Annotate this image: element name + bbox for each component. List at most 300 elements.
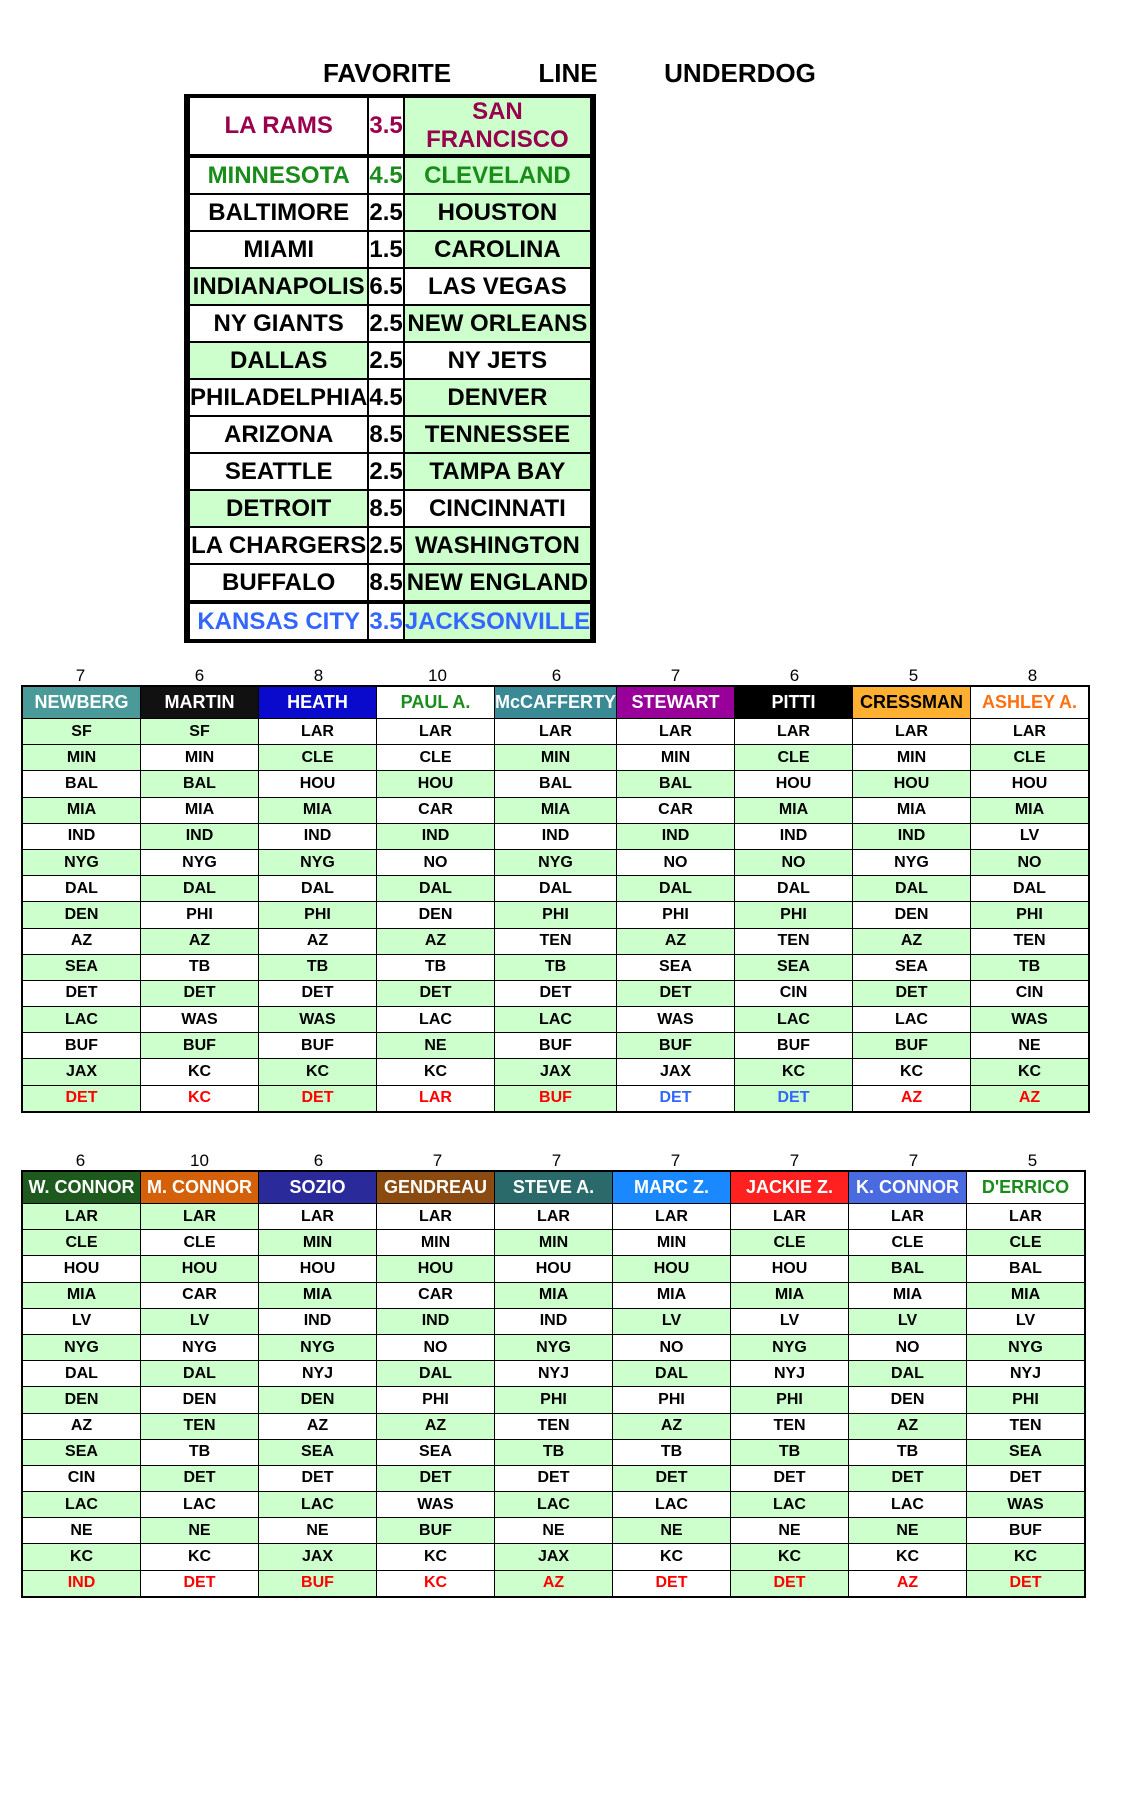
pick-cell: NYG	[495, 849, 617, 875]
pick-cell: TB	[613, 1439, 731, 1465]
pick-cell: MIN	[259, 1230, 377, 1256]
lines-table	[184, 94, 596, 643]
pick-cell: MIN	[377, 1230, 495, 1256]
pick-cell: JAX	[495, 1544, 613, 1570]
underdog-team: TAMPA BAY	[404, 453, 591, 490]
pick-cell: PHI	[377, 1387, 495, 1413]
pick-cell: DAL	[141, 876, 259, 902]
pick-cell: HOU	[613, 1256, 731, 1282]
pick-cell: LAC	[22, 1492, 141, 1518]
underdog-pick-box[interactable]	[591, 342, 594, 379]
pick-cell: NYG	[141, 849, 259, 875]
player-score: 7	[670, 1151, 681, 1170]
player-name: JACKIE Z.	[731, 1171, 849, 1204]
pick-sheet-table	[21, 685, 1090, 1113]
pick-cell: MIN	[141, 745, 259, 771]
pick-cell: AZ	[617, 928, 735, 954]
pick-cell: KC	[967, 1544, 1086, 1570]
pick-cell: BUF	[853, 1033, 971, 1059]
pick-cell: BAL	[495, 771, 617, 797]
pick-cell: AZ	[853, 928, 971, 954]
pick-row	[22, 1334, 1085, 1360]
pick-cell: WAS	[971, 1007, 1090, 1033]
pick-cell: MIN	[22, 745, 141, 771]
pick-cell: DET	[495, 980, 617, 1006]
player-name: D'ERRICO	[967, 1171, 1086, 1204]
pick-cell: TEN	[971, 928, 1090, 954]
underdog-team: DENVER	[404, 379, 591, 416]
game-row	[186, 564, 594, 602]
tiebreaker-cell: DET	[613, 1570, 731, 1597]
pick-cell: MIA	[967, 1282, 1086, 1308]
pick-cell: NYG	[141, 1334, 259, 1360]
pick-cell: CLE	[22, 1230, 141, 1256]
player-name: CRESSMAN	[853, 686, 971, 719]
pick-cell: CLE	[849, 1230, 967, 1256]
game-row	[186, 268, 594, 305]
pick-cell: DEN	[141, 1387, 259, 1413]
pick-cell: PHI	[495, 1387, 613, 1413]
pick-cell: NYG	[259, 849, 377, 875]
pick-cell: HOU	[735, 771, 853, 797]
game-row	[186, 453, 594, 490]
pick-row	[22, 1033, 1089, 1059]
pick-cell: HOU	[22, 1256, 141, 1282]
pick-cell: BUF	[735, 1033, 853, 1059]
pick-cell: MIN	[495, 745, 617, 771]
pick-cell: DAL	[849, 1361, 967, 1387]
pick-row	[22, 1361, 1085, 1387]
pick-row	[22, 797, 1089, 823]
pick-cell: KC	[377, 1544, 495, 1570]
pick-row	[22, 1282, 1085, 1308]
pick-cell: TB	[141, 954, 259, 980]
point-spread: 6.5	[368, 268, 403, 305]
pick-cell: LV	[22, 1308, 141, 1334]
pick-cell: LAC	[22, 1007, 141, 1033]
pick-cell: AZ	[22, 928, 141, 954]
favorite-team: LA CHARGERS	[189, 527, 368, 564]
pick-cell: CLE	[259, 745, 377, 771]
pick-cell: CAR	[617, 797, 735, 823]
pick-cell: AZ	[22, 1413, 141, 1439]
pick-cell: DET	[377, 1465, 495, 1491]
underdog-team: LAS VEGAS	[404, 268, 591, 305]
pick-cell: NYG	[22, 1334, 141, 1360]
pick-cell: PHI	[731, 1387, 849, 1413]
pick-cell: JAX	[617, 1059, 735, 1085]
player-score: 5	[1027, 1151, 1038, 1170]
pick-cell: WAS	[617, 1007, 735, 1033]
tiebreaker-cell: LAR	[377, 1085, 495, 1112]
pick-cell: MIA	[735, 797, 853, 823]
game-row	[186, 379, 594, 416]
pick-cell: HOU	[731, 1256, 849, 1282]
player-name: PAUL A.	[377, 686, 495, 719]
underdog-team: NEW ORLEANS	[404, 305, 591, 342]
underdog-pick-box[interactable]	[591, 416, 594, 453]
pick-cell: AZ	[849, 1413, 967, 1439]
pick-cell: NE	[495, 1518, 613, 1544]
pick-cell: NO	[613, 1334, 731, 1360]
pick-cell: CAR	[377, 1282, 495, 1308]
pick-cell: DEN	[853, 902, 971, 928]
player-name: K. CONNOR	[849, 1171, 967, 1204]
pick-cell: TB	[259, 954, 377, 980]
pick-cell: AZ	[259, 928, 377, 954]
pick-cell: NE	[849, 1518, 967, 1544]
underdog-team: CLEVELAND	[404, 156, 591, 194]
pick-cell: DAL	[141, 1361, 259, 1387]
pick-cell: DET	[259, 980, 377, 1006]
player-name: GENDREAU	[377, 1171, 495, 1204]
pick-row	[22, 928, 1089, 954]
pick-cell: LAC	[731, 1492, 849, 1518]
point-spread: 8.5	[368, 564, 403, 602]
pick-cell: MIN	[613, 1230, 731, 1256]
pick-cell: LV	[849, 1308, 967, 1334]
pick-cell: MIA	[495, 797, 617, 823]
pick-cell: LAR	[259, 1204, 377, 1230]
pick-row	[22, 1007, 1089, 1033]
pick-cell: CLE	[735, 745, 853, 771]
pick-cell: KC	[141, 1544, 259, 1570]
underdog-pick-box[interactable]	[591, 453, 594, 490]
tiebreaker-row	[22, 1570, 1085, 1597]
pick-cell: NYG	[731, 1334, 849, 1360]
game-row	[186, 156, 594, 194]
pick-cell: WAS	[967, 1492, 1086, 1518]
point-spread: 4.5	[368, 379, 403, 416]
pick-cell: KC	[613, 1544, 731, 1570]
underdog-pick-box[interactable]	[591, 527, 594, 564]
player-name: MARC Z.	[613, 1171, 731, 1204]
pick-cell: PHI	[613, 1387, 731, 1413]
pick-cell: LV	[971, 823, 1090, 849]
pick-cell: PHI	[617, 902, 735, 928]
pick-cell: IND	[735, 823, 853, 849]
pick-cell: IND	[853, 823, 971, 849]
pick-row	[22, 745, 1089, 771]
player-name: HEATH	[259, 686, 377, 719]
pick-cell: MIN	[617, 745, 735, 771]
point-spread: 2.5	[368, 194, 403, 231]
pick-cell: BUF	[22, 1033, 141, 1059]
pick-cell: NYJ	[967, 1361, 1086, 1387]
underdog-pick-box[interactable]	[591, 564, 594, 602]
pick-cell: BAL	[849, 1256, 967, 1282]
pick-cell: SEA	[617, 954, 735, 980]
pick-cell: IND	[617, 823, 735, 849]
pick-cell: TEN	[731, 1413, 849, 1439]
player-score: 7	[551, 1151, 562, 1170]
pick-cell: NO	[377, 1334, 495, 1360]
pick-cell: HOU	[141, 1256, 259, 1282]
player-name: SOZIO	[259, 1171, 377, 1204]
pick-cell: SEA	[967, 1439, 1086, 1465]
player-score: 7	[908, 1151, 919, 1170]
pick-cell: BUF	[377, 1518, 495, 1544]
pick-row	[22, 849, 1089, 875]
pick-cell: WAS	[259, 1007, 377, 1033]
pick-row	[22, 1518, 1085, 1544]
pick-cell: KC	[259, 1059, 377, 1085]
pick-cell: IND	[259, 823, 377, 849]
pick-cell: CLE	[967, 1230, 1086, 1256]
point-spread: 2.5	[368, 527, 403, 564]
tiebreaker-cell: DET	[967, 1570, 1086, 1597]
pick-cell: LAR	[495, 719, 617, 745]
favorite-team: LA RAMS	[189, 96, 368, 156]
underdog-pick-box[interactable]	[591, 379, 594, 416]
pick-cell: NO	[377, 849, 495, 875]
pick-cell: NYJ	[495, 1361, 613, 1387]
underdog-pick-box[interactable]	[591, 490, 594, 527]
pick-row	[22, 1204, 1085, 1230]
underdog-team: CINCINNATI	[404, 490, 591, 527]
pick-row	[22, 1465, 1085, 1491]
underdog-team: JACKSONVILLE	[404, 602, 591, 641]
underdog-pick-box[interactable]	[591, 268, 594, 305]
pick-cell: HOU	[259, 771, 377, 797]
pick-cell: NO	[735, 849, 853, 875]
player-score: 6	[551, 666, 562, 685]
pick-cell: NYG	[967, 1334, 1086, 1360]
pick-row	[22, 1308, 1085, 1334]
player-name-row	[22, 686, 1089, 719]
pick-cell: LAC	[495, 1492, 613, 1518]
pick-cell: CAR	[377, 797, 495, 823]
pick-cell: NYG	[495, 1334, 613, 1360]
underdog-pick-box[interactable]	[591, 96, 594, 156]
pick-cell: JAX	[22, 1059, 141, 1085]
pick-cell: DET	[967, 1465, 1086, 1491]
favorite-team: SEATTLE	[189, 453, 368, 490]
pick-cell: CLE	[971, 745, 1090, 771]
tiebreaker-cell: DET	[731, 1570, 849, 1597]
pick-cell: LAC	[853, 1007, 971, 1033]
pick-cell: TB	[495, 954, 617, 980]
pick-cell: DET	[22, 980, 141, 1006]
pick-cell: TB	[141, 1439, 259, 1465]
player-name: PITTI	[735, 686, 853, 719]
pick-row	[22, 902, 1089, 928]
pick-cell: TEN	[495, 928, 617, 954]
pick-cell: NYJ	[259, 1361, 377, 1387]
player-name-row	[22, 1171, 1085, 1204]
favorite-team: ARIZONA	[189, 416, 368, 453]
underdog-team: HOUSTON	[404, 194, 591, 231]
player-score: 5	[908, 666, 919, 685]
player-score: 7	[75, 666, 86, 685]
pick-cell: MIN	[495, 1230, 613, 1256]
pick-cell: DET	[853, 980, 971, 1006]
underdog-pick-box[interactable]	[591, 231, 594, 268]
pick-row	[22, 771, 1089, 797]
pick-cell: TB	[849, 1439, 967, 1465]
pick-cell: NYG	[259, 1334, 377, 1360]
line-header: LINE	[538, 58, 598, 88]
pick-cell: LAR	[853, 719, 971, 745]
point-spread: 2.5	[368, 453, 403, 490]
pick-cell: NE	[377, 1033, 495, 1059]
pick-cell: KC	[853, 1059, 971, 1085]
underdog-team: WASHINGTON	[404, 527, 591, 564]
player-score: 10	[190, 1151, 209, 1170]
pick-cell: KC	[141, 1059, 259, 1085]
pick-cell: TEN	[967, 1413, 1086, 1439]
pick-cell: LAR	[377, 719, 495, 745]
underdog-pick-box[interactable]	[591, 156, 594, 194]
pick-row	[22, 1059, 1089, 1085]
pick-cell: NYG	[22, 849, 141, 875]
pick-cell: LAR	[141, 1204, 259, 1230]
pick-cell: LAR	[971, 719, 1090, 745]
game-row	[186, 96, 594, 156]
pick-cell: SEA	[377, 1439, 495, 1465]
pick-cell: CIN	[971, 980, 1090, 1006]
underdog-team: TENNESSEE	[404, 416, 591, 453]
pick-row	[22, 1387, 1085, 1413]
pick-cell: DAL	[971, 876, 1090, 902]
tiebreaker-cell: DET	[617, 1085, 735, 1112]
pick-row	[22, 1256, 1085, 1282]
underdog-pick-box[interactable]	[591, 602, 594, 641]
pick-cell: DAL	[735, 876, 853, 902]
pick-cell: PHI	[967, 1387, 1086, 1413]
tiebreaker-cell: DET	[22, 1085, 141, 1112]
pick-cell: BUF	[141, 1033, 259, 1059]
pick-cell: MIA	[853, 797, 971, 823]
pick-cell: DET	[849, 1465, 967, 1491]
pick-cell: AZ	[141, 928, 259, 954]
pick-cell: IND	[259, 1308, 377, 1334]
pick-cell: DAL	[495, 876, 617, 902]
pick-cell: LAR	[377, 1204, 495, 1230]
pick-cell: DET	[141, 980, 259, 1006]
pick-cell: TEN	[495, 1413, 613, 1439]
underdog-team: CAROLINA	[404, 231, 591, 268]
pick-cell: MIA	[22, 797, 141, 823]
player-scores	[21, 666, 1092, 686]
pick-cell: AZ	[377, 928, 495, 954]
game-row	[186, 305, 594, 342]
player-score: 7	[670, 666, 681, 685]
pick-cell: LAR	[617, 719, 735, 745]
pick-cell: DET	[731, 1465, 849, 1491]
pick-sheet-table	[21, 1170, 1086, 1598]
favorite-team: INDIANAPOLIS	[189, 268, 368, 305]
pick-cell: WAS	[377, 1492, 495, 1518]
pick-cell: PHI	[495, 902, 617, 928]
player-score: 7	[432, 1151, 443, 1170]
tiebreaker-cell: KC	[377, 1570, 495, 1597]
pick-cell: DEN	[849, 1387, 967, 1413]
pick-cell: MIA	[495, 1282, 613, 1308]
pick-cell: DAL	[613, 1361, 731, 1387]
pick-cell: DEN	[22, 1387, 141, 1413]
game-row	[186, 342, 594, 379]
point-spread: 4.5	[368, 156, 403, 194]
favorite-team: NY GIANTS	[189, 305, 368, 342]
underdog-pick-box[interactable]	[591, 305, 594, 342]
pick-cell: BUF	[617, 1033, 735, 1059]
pick-cell: NE	[259, 1518, 377, 1544]
pick-cell: LV	[141, 1308, 259, 1334]
pick-cell: DEN	[377, 902, 495, 928]
player-name: W. CONNOR	[22, 1171, 141, 1204]
pick-cell: KC	[22, 1544, 141, 1570]
pick-cell: CLE	[377, 745, 495, 771]
pick-cell: DET	[377, 980, 495, 1006]
pick-cell: MIN	[853, 745, 971, 771]
pick-cell: TB	[731, 1439, 849, 1465]
player-name: McCAFFERTY	[495, 686, 617, 719]
point-spread: 3.5	[368, 602, 403, 641]
pick-row	[22, 1439, 1085, 1465]
pick-cell: SEA	[853, 954, 971, 980]
pick-cell: LAR	[731, 1204, 849, 1230]
player-score: 7	[789, 1151, 800, 1170]
pick-cell: KC	[731, 1544, 849, 1570]
pick-cell: BAL	[967, 1256, 1086, 1282]
pick-cell: SF	[141, 719, 259, 745]
pick-cell: LAR	[259, 719, 377, 745]
underdog-pick-box[interactable]	[591, 194, 594, 231]
pick-cell: LAC	[141, 1492, 259, 1518]
pick-cell: NE	[731, 1518, 849, 1544]
pick-cell: DAL	[853, 876, 971, 902]
pick-cell: LV	[731, 1308, 849, 1334]
pick-cell: NYG	[853, 849, 971, 875]
pick-cell: WAS	[141, 1007, 259, 1033]
pick-cell: PHI	[735, 902, 853, 928]
pick-cell: HOU	[377, 1256, 495, 1282]
underdog-team: SAN FRANCISCO	[404, 96, 591, 156]
tiebreaker-cell: BUF	[495, 1085, 617, 1112]
pick-cell: TB	[971, 954, 1090, 980]
player-score: 8	[1027, 666, 1038, 685]
point-spread: 8.5	[368, 490, 403, 527]
pick-row	[22, 1230, 1085, 1256]
pick-cell: IND	[495, 823, 617, 849]
pick-cell: PHI	[259, 902, 377, 928]
pick-cell: MIA	[22, 1282, 141, 1308]
player-score: 6	[194, 666, 205, 685]
underdog-team: NY JETS	[404, 342, 591, 379]
point-spread: 3.5	[368, 96, 403, 156]
pick-cell: HOU	[971, 771, 1090, 797]
pick-row	[22, 980, 1089, 1006]
game-row	[186, 527, 594, 564]
player-score: 10	[428, 666, 447, 685]
pick-cell: AZ	[377, 1413, 495, 1439]
pick-cell: HOU	[853, 771, 971, 797]
player-name: ASHLEY A.	[971, 686, 1090, 719]
pick-row	[22, 1492, 1085, 1518]
pick-cell: LAC	[613, 1492, 731, 1518]
pick-cell: CLE	[141, 1230, 259, 1256]
player-scores	[21, 1151, 1092, 1171]
pick-cell: NO	[971, 849, 1090, 875]
pick-cell: BUF	[967, 1518, 1086, 1544]
player-name: MARTIN	[141, 686, 259, 719]
pick-row	[22, 876, 1089, 902]
tiebreaker-cell: DET	[259, 1085, 377, 1112]
pick-cell: NE	[613, 1518, 731, 1544]
pick-cell: DEN	[259, 1387, 377, 1413]
pick-cell: LV	[967, 1308, 1086, 1334]
